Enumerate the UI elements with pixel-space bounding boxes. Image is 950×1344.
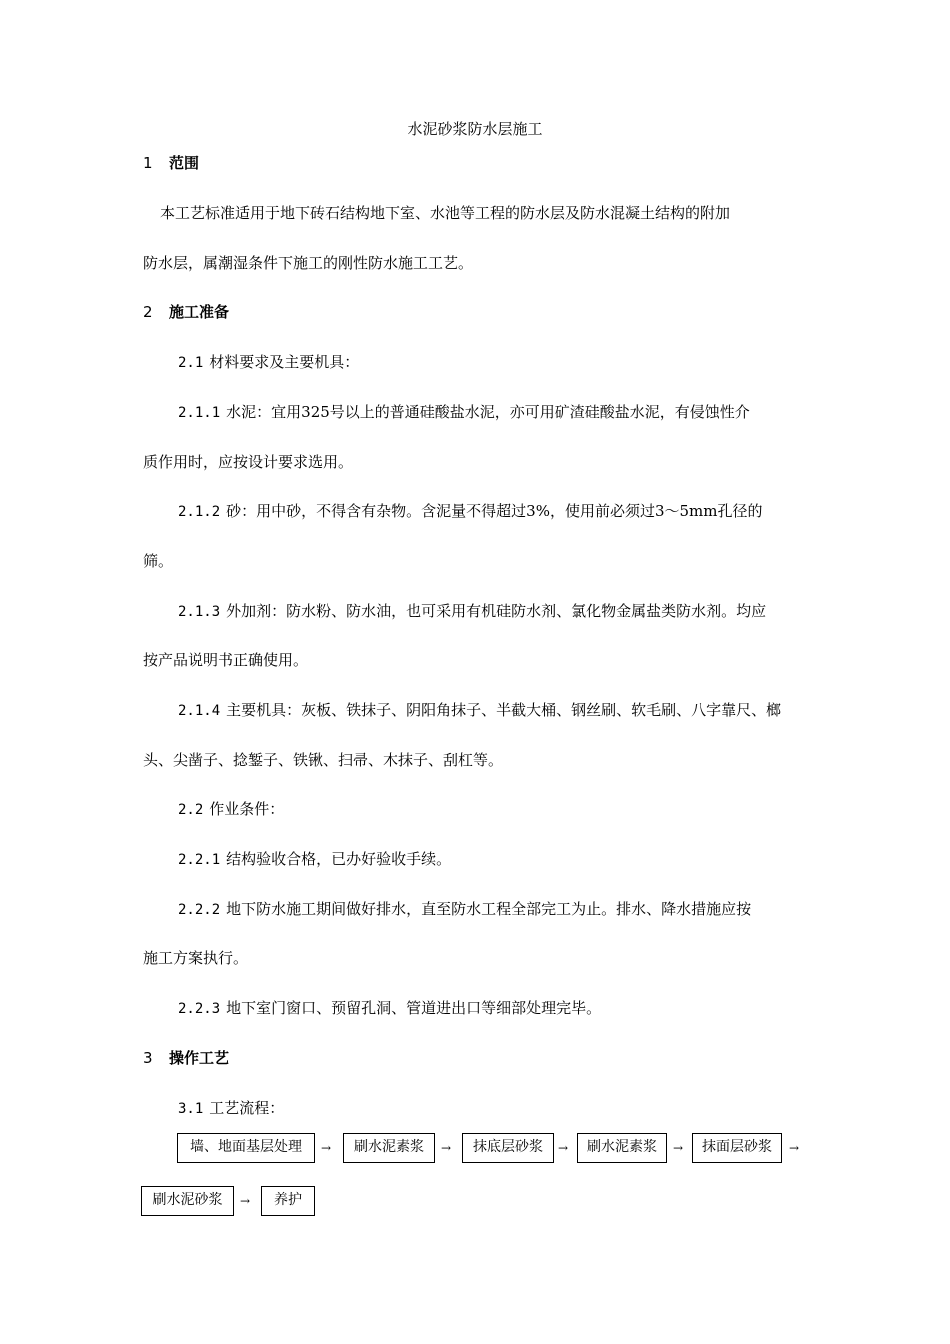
clause-number: 2.1.2 xyxy=(178,504,221,520)
arrow-right-icon: → xyxy=(441,1141,452,1155)
paragraph-line: 筛。 xyxy=(143,552,174,570)
clause-text: 地下防水施工期间做好排水，直至防水工程全部完工为止。排水、降水措施应按 xyxy=(226,900,752,918)
clause-text: 水泥：宜用325号以上的普通硅酸盐水泥，亦可用矿渣硅酸盐水泥，有侵蚀性介 xyxy=(226,403,750,421)
flow-step-7: 养护 xyxy=(261,1186,315,1216)
clause-text: 外加剂：防水粉、防水油，也可采用有机硅防水剂、氯化物金属盐类防水剂。均应 xyxy=(226,602,767,620)
subsection-3-1 xyxy=(178,1099,284,1118)
arrow-right-icon: → xyxy=(558,1141,569,1155)
paragraph-line: 施工方案执行。 xyxy=(143,949,249,967)
clause-number: 3.1 xyxy=(178,1101,204,1117)
clause-number: 2.2.2 xyxy=(178,902,221,918)
clause-text: 结构验收合格，已办好验收手续。 xyxy=(226,850,452,868)
flow-step-1: 墙、地面基层处理 xyxy=(177,1133,315,1163)
clause-2-1-4 xyxy=(178,701,781,720)
section-title: 操作工艺 xyxy=(169,1049,230,1067)
clause-text: 材料要求及主要机具： xyxy=(209,353,360,371)
section-heading-2 xyxy=(143,303,229,321)
paragraph-line: 头、尖凿子、捻錾子、铁锹、扫帚、木抹子、刮杠等。 xyxy=(143,751,504,769)
flow-step-6: 刷水泥砂浆 xyxy=(141,1186,234,1216)
arrow-right-icon: → xyxy=(321,1141,332,1155)
section-heading-3 xyxy=(143,1049,229,1067)
clause-text: 地下室门窗口、预留孔洞、管道进出口等细部处理完毕。 xyxy=(226,999,602,1017)
subsection-2-1 xyxy=(178,353,359,372)
flow-step-2: 刷水泥素浆 xyxy=(343,1133,435,1163)
clause-number: 2.1.3 xyxy=(178,604,221,620)
clause-2-2-3 xyxy=(178,999,601,1018)
arrow-right-icon: → xyxy=(240,1194,251,1208)
section-title: 范围 xyxy=(169,154,200,172)
subsection-2-2 xyxy=(178,800,284,819)
clause-text: 主要机具：灰板、铁抹子、阴阳角抹子、半截大桶、钢丝刷、软毛刷、八字靠尺、榔 xyxy=(226,701,782,719)
paragraph-line: 防水层，属潮湿条件下施工的刚性防水施工工艺。 xyxy=(143,254,474,272)
clause-number: 2.2 xyxy=(178,802,204,818)
arrow-right-icon: → xyxy=(789,1141,800,1155)
paragraph-line: 按产品说明书正确使用。 xyxy=(143,651,309,669)
clause-2-1-1 xyxy=(178,403,750,422)
clause-number: 2.1.1 xyxy=(178,405,221,421)
clause-2-2-2 xyxy=(178,900,751,919)
paragraph-line: 质作用时，应按设计要求选用。 xyxy=(143,453,354,471)
arrow-right-icon: → xyxy=(673,1141,684,1155)
clause-number: 2.2.3 xyxy=(178,1001,221,1017)
clause-text: 工艺流程： xyxy=(209,1099,285,1117)
section-number: 1 xyxy=(143,154,153,172)
clause-text: 砂：用中砂，不得含有杂物。含泥量不得超过3%，使用前必须过3～5mm孔径的 xyxy=(226,502,763,520)
clause-number: 2.1 xyxy=(178,355,204,371)
section-heading-1 xyxy=(143,154,199,172)
document-title: 水泥砂浆防水层施工 xyxy=(407,120,543,138)
clause-2-2-1 xyxy=(178,850,451,869)
clause-2-1-2 xyxy=(178,502,763,521)
section-number: 3 xyxy=(143,1049,153,1067)
clause-2-1-3 xyxy=(178,602,766,621)
clause-text: 作业条件： xyxy=(209,800,285,818)
clause-number: 2.2.1 xyxy=(178,852,221,868)
flow-step-4: 刷水泥素浆 xyxy=(577,1133,667,1163)
paragraph-line: 本工艺标准适用于地下砖石结构地下室、水池等工程的防水层及防水混凝土结构的附加 xyxy=(160,204,731,222)
flow-step-3: 抹底层砂浆 xyxy=(462,1133,554,1163)
section-number: 2 xyxy=(143,303,153,321)
flow-step-5: 抹面层砂浆 xyxy=(692,1133,782,1163)
section-title: 施工准备 xyxy=(169,303,230,321)
clause-number: 2.1.4 xyxy=(178,703,221,719)
